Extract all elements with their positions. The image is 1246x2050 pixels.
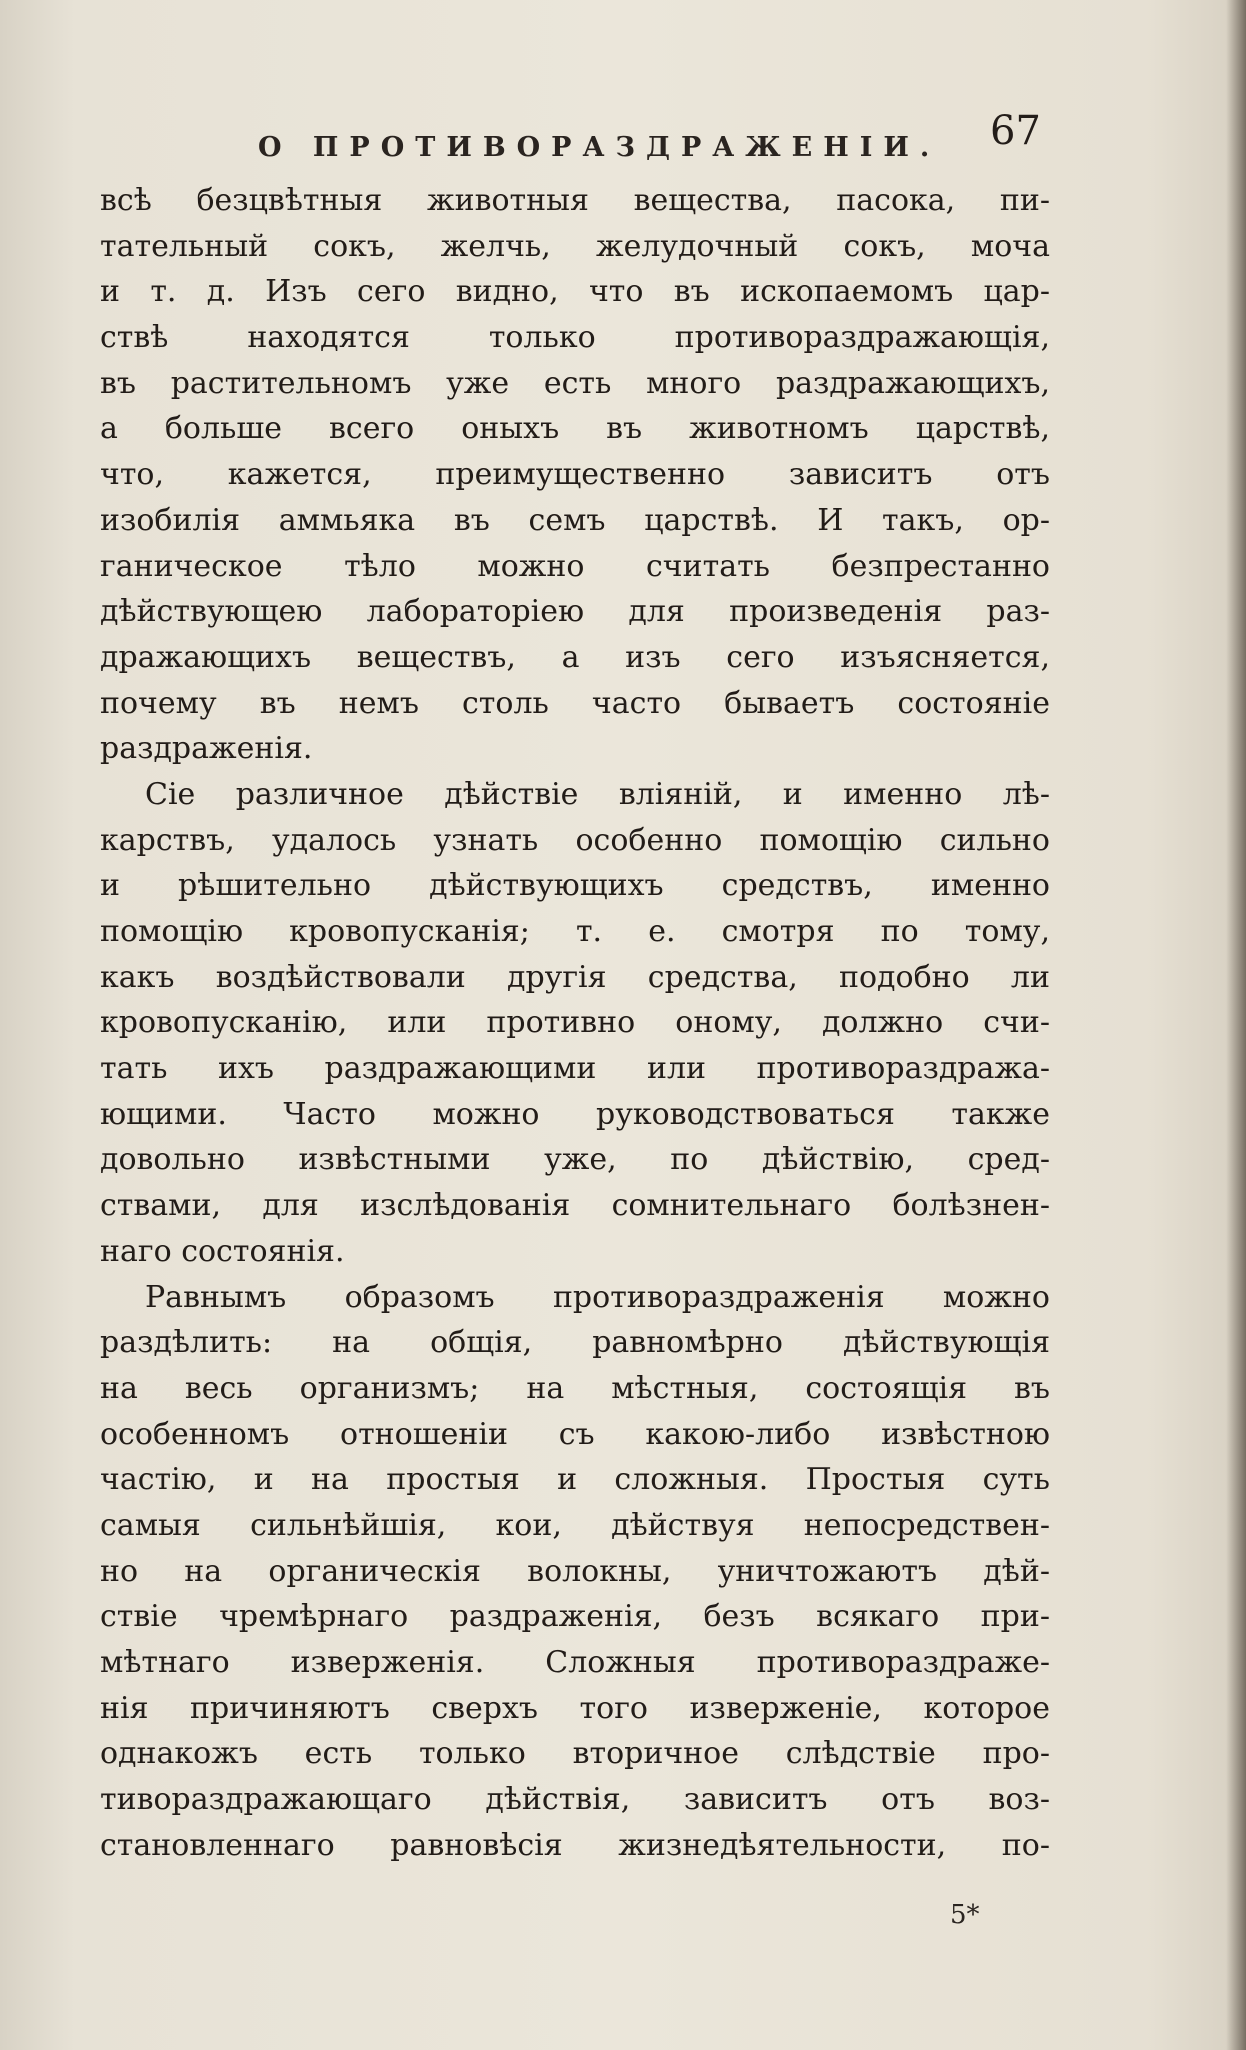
page-number: 67 [990,108,1041,154]
paragraph-start-line: Равнымъ образомъ противораздраженія можно [145,1279,1050,1315]
text-line: помощію кровопусканія; т. е. смотря по тому, [100,914,1050,949]
text-line: становленнаго равновѣсія жизнедѣятельности, по- [100,1827,1050,1863]
signature-mark: 5* [950,1900,980,1930]
text-line: ганическое тѣло можно считать безпрестанно [100,548,1050,584]
text-line: мѣтнаго изверженія. Сложныя противораздраже- [100,1645,1050,1680]
text-line: всѣ безцвѣтныя животныя вещества, пасока, пи- [100,183,1050,218]
text-line: и рѣшительно дѣйствующихъ средствъ, именно [100,868,1050,904]
page-edge-shadow [1226,0,1246,2050]
paragraph-end-line: раздраженія. [100,731,313,767]
paragraph-start-line: Сіе различное дѣйствіе вліяній, и именно лѣ- [145,776,1050,812]
text-line: однакожъ есть только вторичное слѣдствіе про- [100,1736,1050,1772]
text-line: ствіе чремѣрнаго раздраженія, безъ всякаго при- [100,1599,1050,1635]
running-title: О ПРОТИВОРАЗДРАЖЕНІИ. [258,132,941,163]
text-line: ствами, для изслѣдованія сомнительнаго болѣзнен- [100,1188,1050,1224]
text-line: въ растительномъ уже есть много раздражающихъ, [100,365,1050,401]
text-line: тательный сокъ, желчь, желудочный сокъ, моча [100,228,1050,264]
page-header [0,98,1246,163]
text-line: карствъ, удалось узнать особенно помощію сильно [100,822,1050,858]
text-line: и т. д. Изъ сего видно, что въ ископаемомъ цар- [100,274,1050,310]
text-line: раздѣлить: на общія, равномѣрно дѣйствующія [100,1325,1050,1361]
text-line: дѣйствующею лабораторіею для произведенія раз- [100,594,1050,630]
text-line: самыя сильнѣйшія, кои, дѣйствуя непосредствен- [100,1507,1050,1543]
text-line: тивораздражающаго дѣйствія, зависитъ отъ воз- [100,1782,1050,1818]
text-line: почему въ немъ столь часто бываетъ состояніе [100,685,1050,721]
text-line: особенномъ отношеніи съ какою-либо извѣстною [100,1416,1050,1452]
text-line: нія причиняютъ сверхъ того изверженіе, которое [100,1690,1050,1726]
text-line: что, кажется, преимущественно зависитъ отъ [100,457,1050,493]
text-line: изобилія аммьяка въ семъ царствѣ. И такъ, ор- [100,502,1050,538]
text-line: какъ воздѣйствовали другія средства, подобно ли [100,959,1050,995]
text-line: а больше всего оныхъ въ животномъ царствѣ, [100,411,1050,447]
text-line: тать ихъ раздражающими или противораздража- [100,1051,1050,1087]
text-line: частію, и на простыя и сложныя. Простыя суть [100,1462,1050,1498]
text-line: ствѣ находятся только противораздражающія, [100,320,1050,356]
page-body-text [100,178,1050,1868]
text-line: довольно извѣстными уже, по дѣйствію, сред- [100,1142,1050,1178]
text-line: дражающихъ веществъ, а изъ сего изъясняется, [100,639,1050,675]
text-line: ющими. Часто можно руководствоваться также [100,1096,1050,1132]
paragraph-end-line: наго состоянія. [100,1233,345,1269]
text-line: но на органическія волокны, уничтожаютъ дѣй- [100,1553,1050,1589]
text-line: кровопусканію, или противно оному, должно счи- [100,1005,1050,1041]
text-line: на весь организмъ; на мѣстныя, состоящія въ [100,1370,1050,1406]
